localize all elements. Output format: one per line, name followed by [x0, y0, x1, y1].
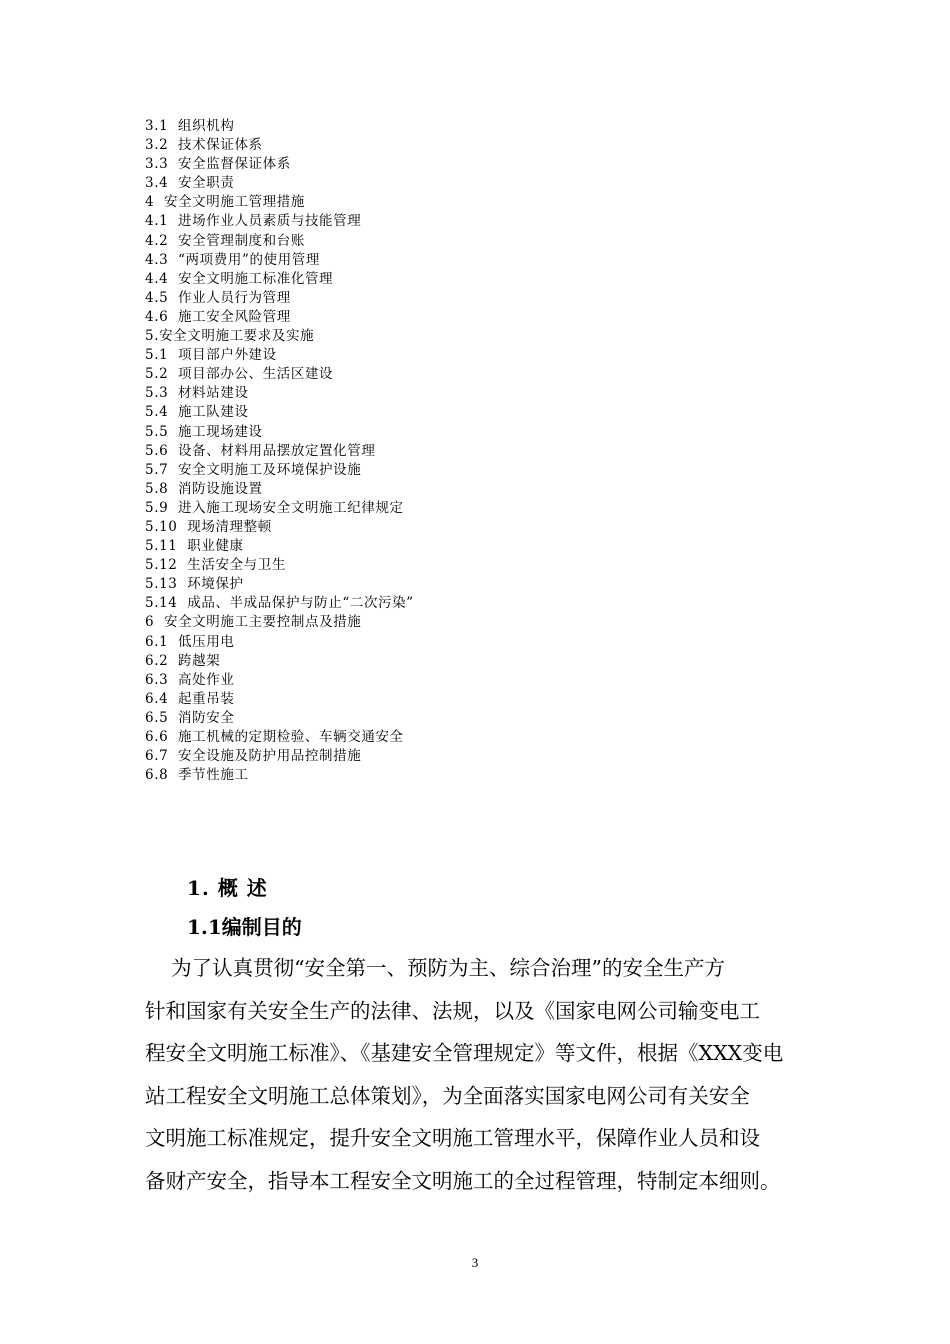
- toc-entry: 5.7 安全文明施工及环境保护设施: [145, 461, 362, 478]
- toc-entry: 4.4 安全文明施工标准化管理: [145, 270, 334, 287]
- toc-entry: 3.1 组织机构: [145, 118, 235, 134]
- toc-entry: 4.5 作业人员行为管理: [145, 289, 291, 306]
- toc-entry: 5.5 施工现场建设: [145, 423, 263, 440]
- toc-entry: 5.12 生活安全与卫生: [145, 557, 286, 574]
- page-number: 3: [471, 1255, 479, 1270]
- toc-entry: 5.3 材料站建设: [145, 385, 249, 402]
- toc-entry: 5.13 环境保护: [145, 576, 244, 593]
- toc-entry: 6.4 起重吊装: [145, 690, 235, 707]
- toc-entry: 5.9 进入施工现场安全文明施工纪律规定: [145, 499, 404, 516]
- toc-entry: 3.4 安全职责: [145, 175, 235, 192]
- toc-entry: 4.6 施工安全风险管理: [145, 308, 291, 325]
- toc-entry: 4.2 安全管理制度和台账: [145, 232, 305, 249]
- toc-entry: 5.4 施工队建设: [145, 404, 249, 421]
- toc-entry: 6.3 高处作业: [145, 671, 235, 688]
- table-of-contents: [145, 117, 845, 785]
- body-line: 针和国家有关安全生产的法律、法规，以及《国家电网公司输变电工: [145, 998, 760, 1023]
- toc-entry: 6.2 跨越架: [145, 652, 221, 669]
- toc-entry: 6.6 施工机械的定期检验、车辆交通安全: [145, 729, 404, 745]
- toc-entry: 5.14 成品、半成品保护与防止“二次污染”: [145, 595, 414, 612]
- body-paragraph: [145, 947, 835, 1202]
- subsection-title: 1.1编制目的: [187, 915, 302, 939]
- toc-entry: 5.2 项目部办公、生活区建设: [145, 366, 334, 383]
- body-line: 站工程安全文明施工总体策划》，为全面落实国家电网公司有关安全: [145, 1083, 750, 1108]
- body-line: 文明施工标准规定，提升安全文明施工管理水平，保障作业人员和设: [145, 1126, 760, 1150]
- body-line: 程安全文明施工标准》、《基建安全管理规定》等文件，根据《XXX变电: [145, 1041, 784, 1065]
- section-title: 1. 概 述: [187, 876, 268, 900]
- toc-entry: 4.3 “两项费用”的使用管理: [145, 251, 320, 268]
- toc-entry: 4 安全文明施工管理措施: [145, 194, 305, 211]
- toc-entry: 6 安全文明施工主要控制点及措施: [145, 614, 362, 631]
- toc-entry: 5.1 项目部户外建设: [145, 347, 277, 364]
- toc-entry: 3.3 安全监督保证体系: [145, 156, 291, 173]
- toc-entry: 5.安全文明施工要求及实施: [145, 328, 315, 345]
- toc-entry: 6.8 季节性施工: [145, 767, 249, 784]
- body-line: 为了认真贯彻“安全第一、预防为主、综合治理”的安全生产方: [145, 956, 726, 980]
- toc-entry: 4.1 进场作业人员素质与技能管理: [145, 213, 362, 230]
- toc-entry: 5.11 职业健康: [145, 538, 244, 555]
- toc-entry: 6.1 低压用电: [145, 633, 235, 650]
- toc-entry: 5.8 消防设施设置: [145, 480, 263, 497]
- toc-entry: 3.2 技术保证体系: [145, 137, 263, 154]
- toc-entry: 5.6 设备、材料用品摆放定置化管理: [145, 442, 376, 459]
- toc-entry: 5.10 现场清理整顿: [145, 518, 272, 535]
- toc-entry: 6.5 消防安全: [145, 709, 235, 726]
- body-line: 备财产安全，指导本工程安全文明施工的全过程管理，特制定本细则。: [145, 1168, 781, 1193]
- toc-entry: 6.7 安全设施及防护用品控制措施: [145, 748, 362, 765]
